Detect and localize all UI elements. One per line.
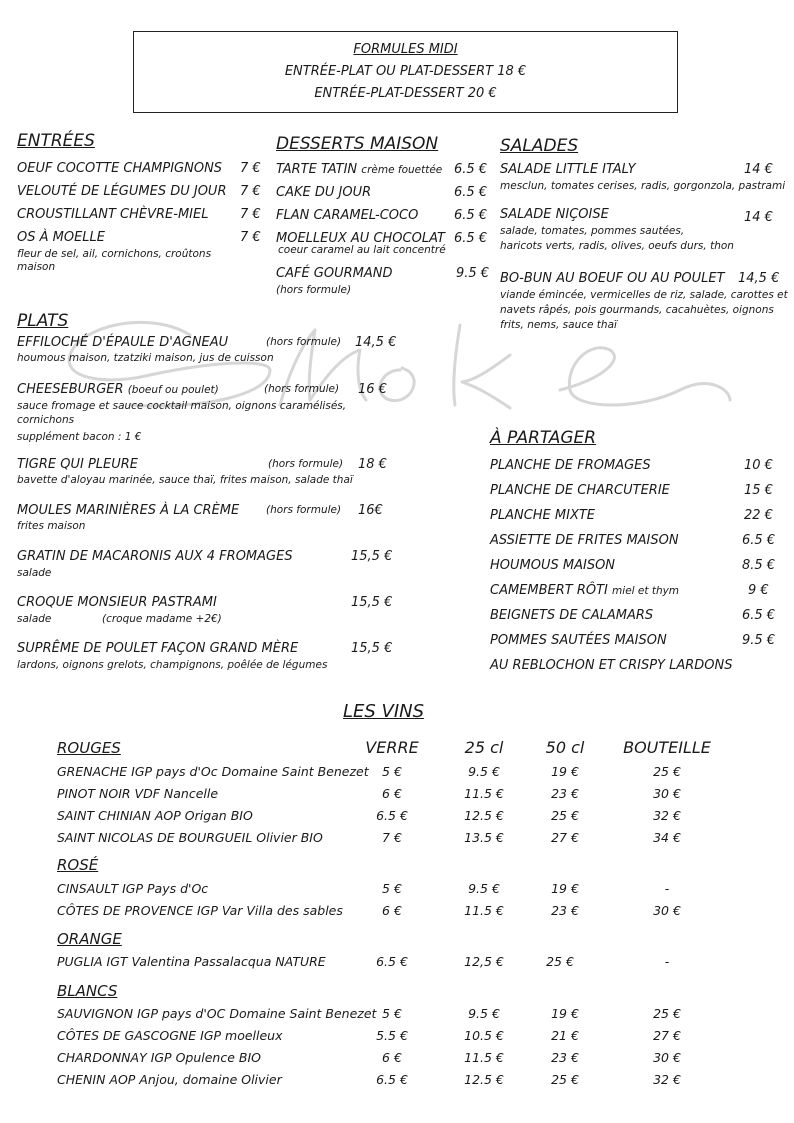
- partager-price: 22 €: [744, 508, 773, 523]
- blancs-heading: BLANCS: [57, 982, 118, 1000]
- dessert-description: (hors formule): [276, 284, 352, 296]
- wine-name: CÔTES DE GASCOGNE IGP moelleux: [57, 1028, 283, 1043]
- salades-heading: SALADES: [500, 136, 579, 156]
- plat-price: 15,5 €: [351, 549, 393, 564]
- dessert-price: 6.5 €: [454, 231, 488, 246]
- wine-25cl: 9.5 €: [468, 1006, 500, 1021]
- plat-note: (hors formule): [264, 383, 340, 395]
- partager-name: POMMES SAUTÉES MAISON: [490, 633, 667, 648]
- salade-name: SALADE LITTLE ITALY: [500, 162, 636, 177]
- salade-price: 14 €: [744, 162, 773, 177]
- plat-price: 16 €: [358, 382, 387, 397]
- wine-bouteille: 34 €: [653, 830, 681, 845]
- wine-name: SAINT NICOLAS DE BOURGUEIL Olivier BIO: [57, 830, 323, 845]
- plat-description: houmous maison, tzatziki maison, jus de cuisson: [17, 352, 274, 364]
- wine-name: CHENIN AOP Anjou, domaine Olivier: [57, 1072, 282, 1087]
- salade-description: viande émincée, vermicelles de riz, salade, carottes et: [500, 289, 788, 301]
- plat-description: sauce fromage et sauce cocktail maison, oignons caramélisés,: [17, 400, 347, 412]
- plat-note: (hors formule): [266, 504, 342, 516]
- wine-25cl: 11.5 €: [464, 1050, 504, 1065]
- dessert-description: coeur caramel au lait concentré: [278, 244, 446, 256]
- plat-note: (croque madame +2€): [102, 613, 222, 625]
- wine-verre: 5 €: [382, 881, 402, 896]
- wine-50cl: 23 €: [551, 903, 579, 918]
- wine-50cl: 19 €: [551, 1006, 579, 1021]
- wine-bouteille: 25 €: [653, 764, 681, 779]
- wine-name: GRENACHE IGP pays d'Oc Domaine Saint Benezet: [57, 764, 369, 779]
- desserts-heading: DESSERTS MAISON: [276, 134, 439, 154]
- plat-name: TIGRE QUI PLEURE: [17, 457, 138, 472]
- wine-25cl: 9.5 €: [468, 764, 500, 779]
- orange-heading: ORANGE: [57, 930, 122, 948]
- partager-price: 6.5 €: [742, 533, 776, 548]
- entree-price: 7 €: [240, 184, 261, 199]
- partager-price: 9.5 €: [742, 633, 776, 648]
- salade-description: navets râpés, pois gourmands, cacahuètes, oignons: [500, 304, 774, 316]
- formules-midi-box: [133, 31, 678, 113]
- partager-price: 9 €: [748, 583, 769, 598]
- rouges-heading: ROUGES: [57, 739, 121, 757]
- plat-description: salade: [17, 613, 52, 625]
- wine-bouteille: -: [664, 881, 670, 896]
- partager-price: 8.5 €: [742, 558, 776, 573]
- wine-bouteille: 30 €: [653, 786, 681, 801]
- plat-description: frites maison: [17, 520, 86, 532]
- partager-name: ASSIETTE DE FRITES MAISON: [490, 533, 679, 548]
- wine-bouteille: 27 €: [653, 1028, 681, 1043]
- plat-price: 16€: [358, 503, 383, 518]
- wine-50cl: 19 €: [551, 764, 579, 779]
- wine-verre: 6.5 €: [376, 808, 408, 823]
- plat-description: bavette d'aloyau marinée, sauce thaï, frites maison, salade thaï: [17, 474, 353, 486]
- wine-name: CHARDONNAY IGP Opulence BIO: [57, 1050, 261, 1065]
- wine-25cl: 11.5 €: [464, 786, 504, 801]
- salade-description: frits, nems, sauce thaï: [500, 319, 617, 331]
- wine-bouteille: 32 €: [653, 808, 681, 823]
- dessert-name: TARTE TATIN crème fouettée: [276, 162, 443, 177]
- wine-name: SAUVIGNON IGP pays d'OC Domaine Saint Benezet: [57, 1006, 377, 1021]
- wine-50cl: 21 €: [551, 1028, 579, 1043]
- plat-description: supplément bacon : 1 €: [17, 431, 142, 443]
- partager-name: HOUMOUS MAISON: [490, 558, 616, 573]
- rose-heading: ROSÉ: [57, 856, 99, 874]
- salade-name: BO-BUN AU BOEUF OU AU POULET: [500, 271, 725, 286]
- wine-25cl: 12.5 €: [464, 1072, 504, 1087]
- wine-50cl: 25 €: [546, 954, 574, 969]
- partager-heading: À PARTAGER: [490, 428, 597, 448]
- wine-verre: 7 €: [382, 830, 402, 845]
- header-verre: VERRE: [365, 738, 419, 757]
- partager-name: CAMEMBERT RÔTI miel et thym: [490, 583, 680, 598]
- plat-name: MOULES MARINIÈRES À LA CRÈME: [17, 503, 240, 518]
- dessert-name: CAKE DU JOUR: [276, 185, 372, 200]
- wine-50cl: 19 €: [551, 881, 579, 896]
- wine-25cl: 10.5 €: [464, 1028, 504, 1043]
- salade-price: 14,5 €: [738, 271, 780, 286]
- header-bouteille: BOUTEILLE: [623, 738, 711, 757]
- wine-verre: 5 €: [382, 764, 402, 779]
- salade-description: salade, tomates, pommes sautées,: [500, 225, 685, 237]
- plat-name: CHEESEBURGER (boeuf ou poulet): [17, 382, 219, 397]
- entrees-heading: ENTRÉES: [17, 131, 95, 151]
- formules-line-1: ENTRÉE-PLAT OU PLAT-DESSERT 18 €: [284, 64, 527, 79]
- entree-name: OEUF COCOTTE CHAMPIGNONS: [17, 161, 223, 176]
- wine-verre: 6 €: [382, 786, 402, 801]
- wine-name: PUGLIA IGT Valentina Passalacqua NATURE: [57, 954, 326, 969]
- wine-50cl: 25 €: [551, 1072, 579, 1087]
- header-25cl: 25 cl: [464, 738, 504, 757]
- entree-price: 7 €: [240, 230, 261, 245]
- dessert-price: 6.5 €: [454, 208, 488, 223]
- plat-name: CROQUE MONSIEUR PASTRAMI: [17, 595, 217, 610]
- plat-description: lardons, oignons grelots, champignons, poêlée de légumes: [17, 659, 328, 671]
- partager-note: miel et thym: [612, 585, 680, 597]
- wine-25cl: 11.5 €: [464, 903, 504, 918]
- wine-verre: 6 €: [382, 1050, 402, 1065]
- partager-name: AU REBLOCHON ET CRISPY LARDONS: [490, 658, 733, 673]
- wine-verre: 5.5 €: [376, 1028, 408, 1043]
- salade-name: SALADE NIÇOISE: [500, 207, 609, 222]
- salade-price: 14 €: [744, 210, 773, 225]
- plat-description: salade: [17, 567, 52, 579]
- dessert-name: FLAN CARAMEL-COCO: [276, 208, 419, 223]
- wine-name: PINOT NOIR VDF Nancelle: [57, 786, 219, 801]
- partager-name: PLANCHE DE CHARCUTERIE: [490, 483, 670, 498]
- wine-verre: 5 €: [382, 1006, 402, 1021]
- entree-name: VELOUTÉ DE LÉGUMES DU JOUR: [17, 184, 227, 199]
- formules-line-2: ENTRÉE-PLAT-DESSERT 20 €: [314, 86, 497, 101]
- dessert-price: 9.5 €: [456, 266, 490, 281]
- wine-50cl: 27 €: [551, 830, 579, 845]
- dessert-note: crème fouettée: [361, 164, 443, 176]
- wine-25cl: 12,5 €: [464, 954, 504, 969]
- dessert-name: MOELLEUX AU CHOCOLAT: [276, 231, 445, 246]
- wine-name: SAINT CHINIAN AOP Origan BIO: [57, 808, 253, 823]
- wine-bouteille: 30 €: [653, 1050, 681, 1065]
- formules-title: FORMULES MIDI: [353, 42, 458, 57]
- plat-name: GRATIN DE MACARONIS AUX 4 FROMAGES: [17, 549, 293, 564]
- entree-description: fleur de sel, ail, cornichons, croûtons maison: [17, 248, 212, 273]
- dessert-price: 6.5 €: [454, 185, 488, 200]
- plat-note: (hors formule): [266, 336, 342, 348]
- partager-name: PLANCHE MIXTE: [490, 508, 596, 523]
- plats-heading: PLATS: [17, 311, 69, 331]
- plat-note: (hors formule): [268, 458, 344, 470]
- entree-name: OS À MOELLE: [17, 230, 106, 245]
- plat-description: cornichons: [17, 414, 75, 426]
- wine-verre: 6.5 €: [376, 954, 408, 969]
- dessert-name: CAFÉ GOURMAND: [276, 266, 393, 281]
- wine-50cl: 23 €: [551, 1050, 579, 1065]
- wine-bouteille: -: [664, 954, 670, 969]
- vins-heading: LES VINS: [343, 701, 425, 722]
- wine-verre: 6.5 €: [376, 1072, 408, 1087]
- wine-bouteille: 25 €: [653, 1006, 681, 1021]
- plat-price: 14,5 €: [355, 335, 397, 350]
- plat-name: SUPRÊME DE POULET FAÇON GRAND MÈRE: [17, 641, 299, 656]
- wine-name: CÔTES DE PROVENCE IGP Var Villa des sables: [57, 903, 343, 918]
- wine-name: CINSAULT IGP Pays d'Oc: [57, 881, 209, 896]
- plat-name: EFFILOCHÉ D'ÉPAULE D'AGNEAU: [17, 335, 229, 350]
- wine-25cl: 9.5 €: [468, 881, 500, 896]
- salade-description: haricots verts, radis, olives, oeufs durs, thon: [500, 240, 734, 252]
- wine-verre: 6 €: [382, 903, 402, 918]
- wine-bouteille: 30 €: [653, 903, 681, 918]
- partager-price: 6.5 €: [742, 608, 776, 623]
- wine-25cl: 12.5 €: [464, 808, 504, 823]
- plat-price: 18 €: [358, 457, 387, 472]
- wine-25cl: 13.5 €: [464, 830, 504, 845]
- header-50cl: 50 cl: [545, 738, 585, 757]
- plat-price: 15,5 €: [351, 595, 393, 610]
- partager-price: 10 €: [744, 458, 773, 473]
- plat-price: 15,5 €: [351, 641, 393, 656]
- entree-price: 7 €: [240, 207, 261, 222]
- salade-description: mesclun, tomates cerises, radis, gorgonzola, pastrami: [500, 180, 786, 192]
- dessert-price: 6.5 €: [454, 162, 488, 177]
- entree-price: 7 €: [240, 161, 261, 176]
- wine-50cl: 23 €: [551, 786, 579, 801]
- partager-price: 15 €: [744, 483, 773, 498]
- wine-50cl: 25 €: [551, 808, 579, 823]
- wine-bouteille: 32 €: [653, 1072, 681, 1087]
- partager-name: BEIGNETS DE CALAMARS: [490, 608, 654, 623]
- entree-name: CROUSTILLANT CHÈVRE-MIEL: [17, 207, 209, 222]
- partager-name: PLANCHE DE FROMAGES: [490, 458, 651, 473]
